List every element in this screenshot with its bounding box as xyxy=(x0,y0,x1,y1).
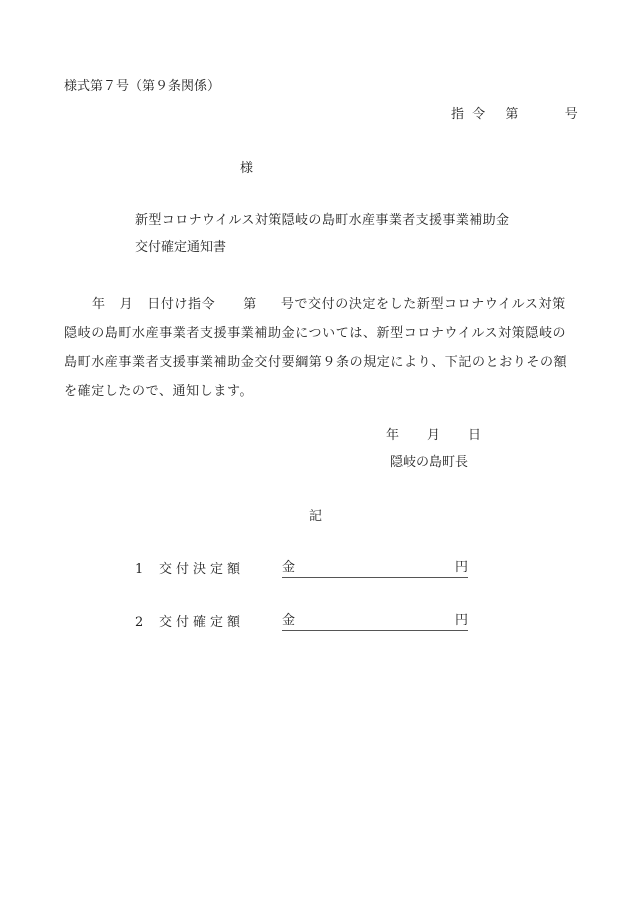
amount-prefix: 金 xyxy=(282,560,296,575)
amount-row-confirmed xyxy=(135,613,468,631)
body-line-3: 島町水産事業者支援事業補助金交付要綱第９条の規定により、下記のとおりその額 xyxy=(64,355,568,370)
amount-field[interactable] xyxy=(282,560,468,578)
directive-number xyxy=(451,107,578,123)
date-day: 日 xyxy=(468,428,482,443)
form-number: 様式第７号（第９条関係） xyxy=(64,79,221,94)
amount-field[interactable] xyxy=(282,613,468,631)
item-number: 2 xyxy=(135,615,144,630)
date-year: 年 xyxy=(386,428,400,443)
document-title-line1: 新型コロナウイルス対策隠岐の島町水産事業者支援事業補助金 xyxy=(135,213,510,228)
directive-dai: 第 xyxy=(505,107,519,122)
body-line-2: 隠岐の島町水産事業者支援事業補助金については、新型コロナウイルス対策隠岐の xyxy=(64,326,567,341)
issue-date xyxy=(386,428,481,444)
body-line-4: を確定したので、通知します。 xyxy=(64,384,254,399)
item-number: 1 xyxy=(135,562,144,577)
document-title-line2: 交付確定通知書 xyxy=(135,240,227,255)
amount-prefix: 金 xyxy=(282,613,296,628)
addressee-suffix: 様 xyxy=(240,161,254,176)
amount-row-decided xyxy=(135,560,468,578)
item-label: 交付確定額 xyxy=(159,615,245,630)
body-line-1 xyxy=(64,290,579,319)
amount-suffix: 円 xyxy=(454,560,468,575)
body-paragraph xyxy=(64,290,579,406)
body-line1-rest: 号で交付の決定をした新型コロナウイルス対策 xyxy=(280,297,566,312)
date-month: 月 xyxy=(427,428,441,443)
body-dai: 第 xyxy=(243,297,257,312)
directive-go: 号 xyxy=(564,107,578,122)
ki-heading: 記 xyxy=(309,509,323,524)
body-year: 年 xyxy=(92,297,106,312)
body-month: 月 xyxy=(119,297,134,312)
amount-suffix: 円 xyxy=(454,613,468,628)
issuer: 隠岐の島町長 xyxy=(390,455,469,470)
body-date-text: 日付け指令 xyxy=(147,297,216,312)
directive-prefix: 指 令 xyxy=(451,107,488,122)
item-label: 交付決定額 xyxy=(159,562,245,577)
